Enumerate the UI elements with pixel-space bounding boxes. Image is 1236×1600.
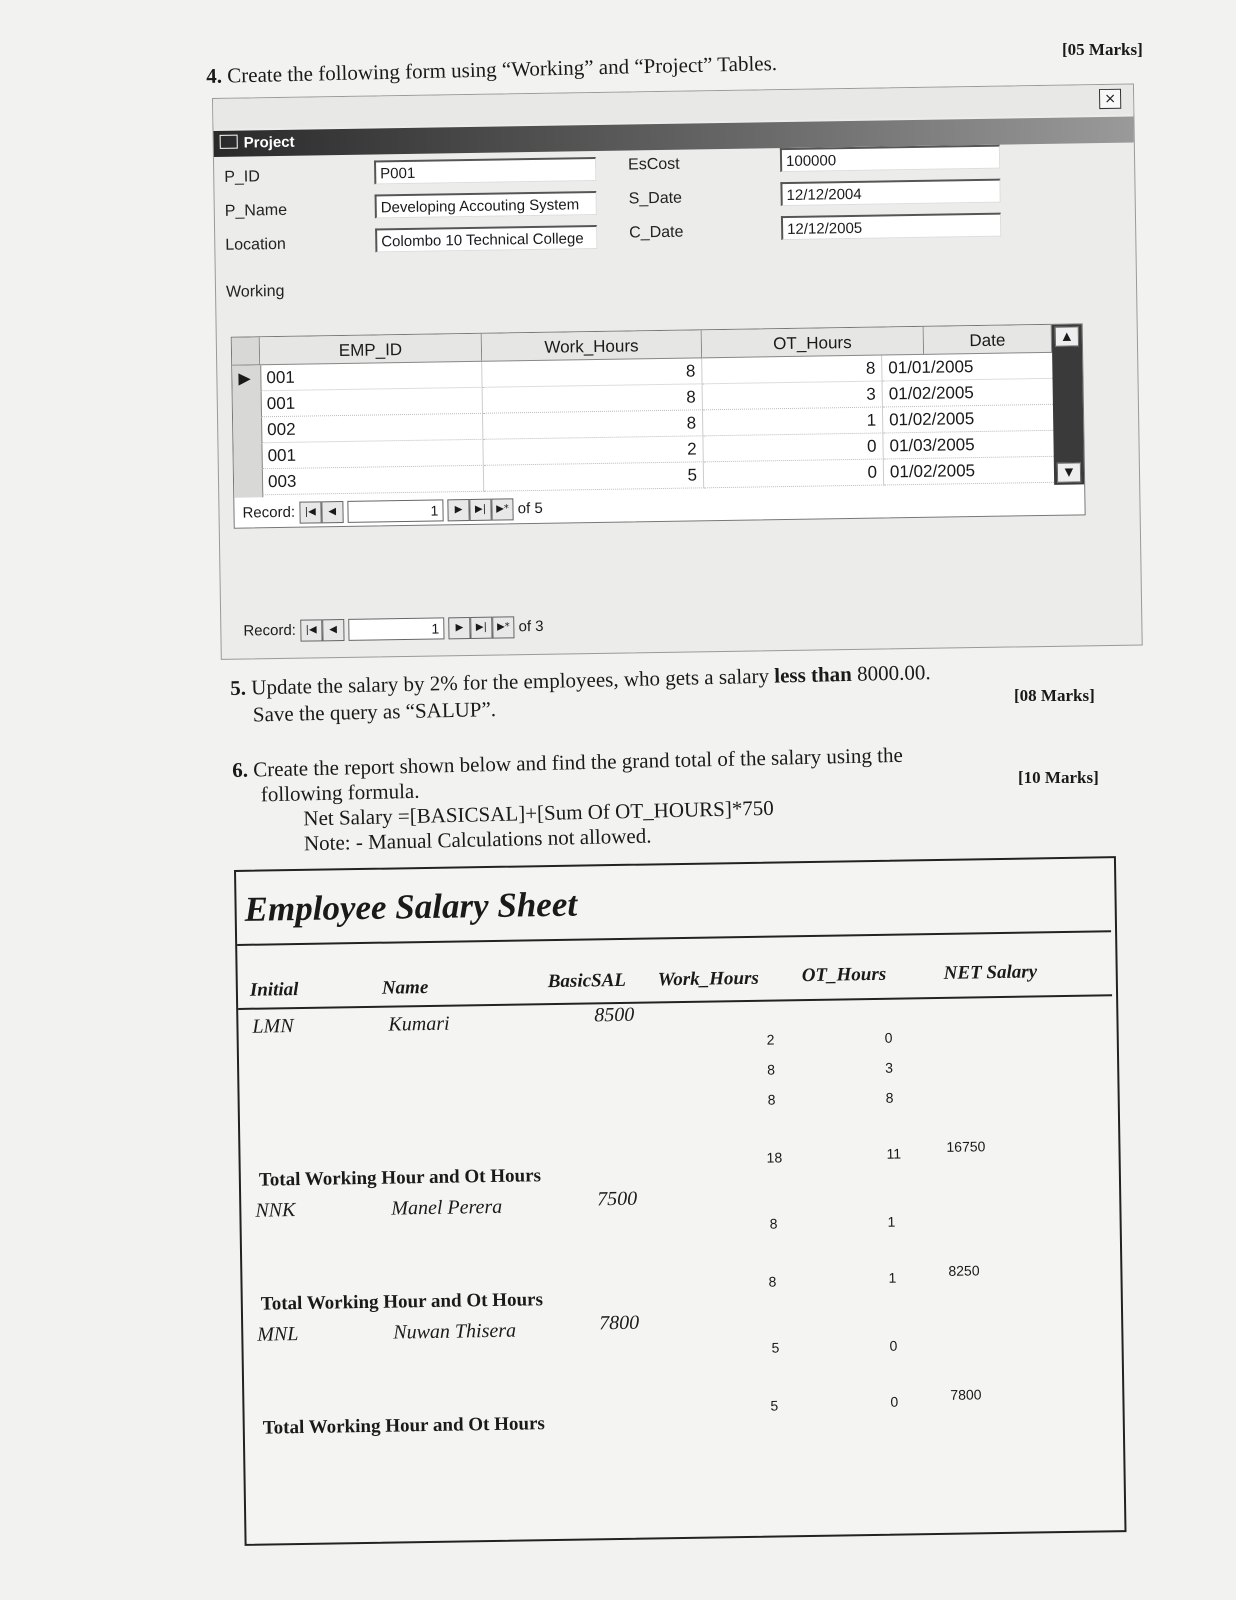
q6-marks: [10 Marks]: [1018, 768, 1099, 787]
report-body: [238, 998, 1120, 1540]
cell-ot-hours[interactable]: 1: [703, 407, 883, 436]
next-record-button[interactable]: ▶: [447, 499, 469, 521]
header-ot-hours: OT_Hours: [801, 963, 887, 987]
label-c-date: C_Date: [629, 223, 684, 242]
detail-work-hours: 8: [769, 1215, 778, 1232]
group-total-ot-hours: 11: [886, 1145, 902, 1162]
group-basic-salary: 8500: [594, 1003, 635, 1027]
grid-scrollbar[interactable]: [1052, 324, 1085, 484]
detail-work-hours: 5: [771, 1339, 780, 1356]
group-total-work-hours: 18: [766, 1149, 783, 1166]
new-record-button[interactable]: ▶*: [491, 498, 513, 520]
cell-ot-hours[interactable]: 3: [703, 382, 883, 411]
group-total-label: Total Working Hour and Ot Hours: [258, 1165, 542, 1191]
header-net-salary: NET Salary: [943, 961, 1038, 984]
main-first-record-button[interactable]: |◀: [300, 619, 322, 641]
detail-ot-hours: 1: [887, 1213, 896, 1230]
scroll-up-icon[interactable]: ▲: [1055, 326, 1079, 346]
main-next-record-button[interactable]: ▶: [448, 617, 470, 639]
group-net-salary: 7800: [950, 1386, 982, 1403]
main-record-label: Record:: [243, 621, 297, 640]
cell-ot-hours[interactable]: 8: [702, 356, 882, 385]
c-date-field[interactable]: 12/12/2005: [781, 213, 1001, 240]
group-basic-salary: 7800: [598, 1311, 640, 1335]
cell-emp-id[interactable]: 002: [261, 414, 483, 443]
cell-ot-hours[interactable]: 0: [703, 433, 883, 462]
group-net-salary: 16750: [946, 1138, 986, 1155]
main-last-record-button[interactable]: ▶|: [470, 617, 492, 639]
group-name: Manel Perera: [391, 1195, 503, 1220]
group-initial: LMN: [252, 1015, 294, 1038]
subform-record-nav: [242, 496, 543, 527]
s-date-field[interactable]: 12/12/2004: [780, 179, 1000, 206]
group-name: Nuwan Thisera: [393, 1319, 517, 1344]
q4-number: 4.: [206, 63, 223, 88]
location-field[interactable]: Colombo 10 Technical College: [375, 225, 597, 252]
last-record-button[interactable]: ▶|: [469, 499, 491, 521]
prev-record-button[interactable]: ◀: [321, 501, 343, 523]
q4-text: Create the following form using “Working” and “Project” Tables.: [226, 51, 778, 88]
q6-number: 6.: [232, 757, 249, 782]
close-icon[interactable]: ×: [1099, 89, 1121, 109]
working-subform-grid: [231, 323, 1086, 528]
col-header-work-hours[interactable]: Work_Hours: [482, 330, 702, 361]
cell-work-hours[interactable]: 8: [483, 384, 703, 413]
form-icon: [220, 135, 238, 149]
col-header-date[interactable]: Date: [924, 325, 1052, 355]
q5-line2: Save the query as “SALUP”.: [252, 696, 497, 727]
header-basic: BasicSAL: [547, 969, 627, 993]
q6-note: Note: - Manual Calculations not allowed.: [303, 823, 652, 856]
title-divider: [237, 930, 1111, 946]
scroll-down-icon[interactable]: ▼: [1057, 462, 1081, 482]
subform-record-of: of 5: [517, 499, 543, 518]
cell-emp-id[interactable]: 003: [262, 466, 484, 495]
cell-emp-id[interactable]: 001: [260, 362, 482, 391]
group-total-work-hours: 5: [770, 1397, 779, 1414]
cell-date[interactable]: 01/02/2005: [883, 405, 1055, 434]
group-total-label: Total Working Hour and Ot Hours: [262, 1413, 545, 1439]
detail-ot-hours: 3: [885, 1059, 894, 1076]
group-total-work-hours: 8: [768, 1273, 777, 1290]
p-name-field[interactable]: Developing Accouting System: [375, 191, 597, 218]
p-id-field[interactable]: P001: [374, 157, 596, 184]
cell-work-hours[interactable]: 5: [484, 462, 704, 491]
group-initial: NNK: [255, 1199, 296, 1222]
cell-work-hours[interactable]: 8: [482, 358, 702, 387]
grid-corner: [232, 337, 260, 365]
detail-ot-hours: 0: [884, 1029, 893, 1046]
q5-block: [230, 658, 1031, 728]
cell-work-hours[interactable]: 8: [483, 410, 703, 439]
header-initial: Initial: [249, 979, 299, 1001]
header-work-hours: Work_Hours: [657, 967, 759, 991]
q4-line: [206, 51, 777, 89]
cell-work-hours[interactable]: 2: [483, 436, 703, 465]
col-header-ot-hours[interactable]: OT_Hours: [702, 327, 924, 358]
current-row-indicator[interactable]: ▶: [238, 368, 251, 388]
q6-text-1: Create the report shown below and find the grand total of the salary using the: [252, 742, 904, 782]
cell-date[interactable]: 01/02/2005: [884, 457, 1056, 486]
escost-field[interactable]: 100000: [780, 145, 1000, 172]
cell-date[interactable]: 01/02/2005: [883, 379, 1055, 408]
cell-date[interactable]: 01/01/2005: [882, 353, 1054, 382]
detail-work-hours: 8: [767, 1091, 776, 1108]
group-name: Kumari: [388, 1012, 450, 1036]
salary-report: [234, 856, 1127, 1546]
main-record-of: of 3: [518, 617, 544, 636]
label-p-name: P_Name: [224, 201, 288, 220]
main-prev-record-button[interactable]: ◀: [322, 619, 344, 641]
form-title: Project: [243, 133, 295, 152]
group-total-label: Total Working Hour and Ot Hours: [260, 1289, 544, 1315]
q5-marks: [08 Marks]: [1014, 686, 1095, 705]
label-location: Location: [225, 235, 286, 254]
cell-emp-id[interactable]: 001: [261, 440, 483, 469]
access-form-window: [212, 84, 1143, 660]
subform-record-label: Record:: [242, 503, 296, 522]
subform-record-number[interactable]: 1: [347, 499, 443, 523]
q5-text-a: Update the salary by 2% for the employees, who gets a salary: [250, 663, 770, 700]
q5-text-b: 8000.00.: [856, 660, 931, 686]
detail-ot-hours: 8: [885, 1089, 894, 1106]
q4-marks: [05 Marks]: [1062, 40, 1143, 59]
detail-work-hours: 8: [767, 1061, 776, 1078]
cell-emp-id[interactable]: 001: [261, 388, 483, 417]
group-basic-salary: 7500: [597, 1187, 638, 1211]
group-total-ot-hours: 0: [890, 1393, 899, 1410]
header-name: Name: [381, 976, 429, 999]
q5-number: 5.: [230, 675, 247, 700]
report-title: Employee Salary Sheet: [244, 884, 578, 929]
q6-line2: following formula.: [260, 778, 420, 807]
first-record-button[interactable]: |◀: [299, 501, 321, 523]
main-new-record-button[interactable]: ▶*: [492, 616, 514, 638]
label-s-date: S_Date: [628, 189, 683, 208]
group-net-salary: 8250: [948, 1262, 980, 1279]
q6-block: [232, 740, 1034, 858]
col-header-emp-id[interactable]: EMP_ID: [260, 334, 482, 365]
detail-work-hours: 2: [766, 1031, 775, 1048]
label-escost: EsCost: [627, 155, 680, 174]
cell-ot-hours[interactable]: 0: [704, 459, 884, 488]
group-initial: MNL: [257, 1323, 299, 1346]
main-record-nav: [243, 614, 544, 645]
label-working: Working: [225, 282, 285, 301]
group-total-ot-hours: 1: [888, 1269, 897, 1286]
main-record-number[interactable]: 1: [348, 617, 444, 641]
detail-ot-hours: 0: [889, 1337, 898, 1354]
label-p-id: P_ID: [224, 168, 260, 186]
cell-date[interactable]: 01/03/2005: [883, 431, 1055, 460]
q5-text-bold: less than: [773, 661, 853, 688]
q6-formula: Net Salary =[BASICSAL]+[Sum Of OT_HOURS]*750: [303, 795, 775, 831]
